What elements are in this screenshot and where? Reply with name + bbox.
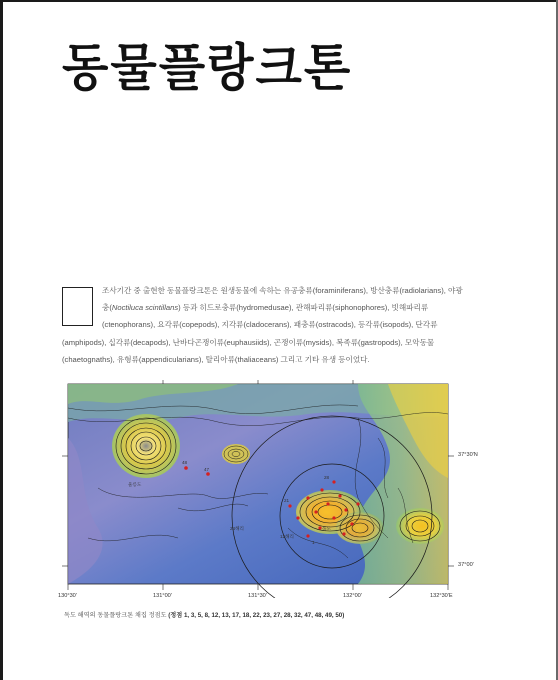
station-point — [184, 466, 188, 470]
body-line: 충(Noctiluca scintillans) 등과 히드로충류(hydromedusae), 관해파리류(siphonophores), 빗해파리류 — [102, 303, 429, 313]
svg-text:21: 21 — [284, 498, 290, 503]
map-svg — [58, 378, 458, 598]
body-line: 조사기간 중 출현한 동물플랑크톤은 원생동물에 속하는 유공충류(foraminiferans), 방산충류(radiolarians), 야광 — [102, 286, 463, 295]
place-label-dokdo: 독도 — [322, 526, 331, 531]
body-line: (ctenophorans), 요각류(copepods), 지각류(cladocerans), 패충류(ostracods), 등각류(isopods), 단각류 — [102, 320, 438, 330]
lon-label: 132°30'E — [430, 593, 453, 598]
page-title: 동물플랑크톤 — [62, 38, 353, 98]
station-point — [332, 480, 335, 483]
place-label-ulleungdo: 울릉도 — [128, 482, 142, 487]
figure-caption — [64, 610, 484, 619]
station-point — [288, 504, 291, 507]
body-line: (chaetognaths), 유형류(appendicularians), 탈리아류(thaliaceans) 그리고 기타 유생 등이었다. — [62, 354, 370, 364]
lon-label: 132°00' — [343, 593, 362, 598]
caption-main: 독도 해역의 동물플랑크톤 채집 정점도 — [64, 612, 169, 619]
page-frame-left — [0, 0, 3, 680]
svg-text:47: 47 — [204, 467, 210, 472]
bathymetry-map — [58, 378, 458, 598]
lon-label: 130°30' — [58, 593, 77, 598]
svg-text:28: 28 — [324, 475, 330, 480]
svg-text:1: 1 — [312, 540, 315, 545]
station-point — [206, 472, 210, 476]
station-point — [326, 502, 329, 505]
station-point — [314, 510, 317, 513]
page-frame-top — [0, 0, 558, 2]
svg-text:48: 48 — [182, 460, 188, 465]
station-point — [356, 502, 359, 505]
place-label-12nm: 12해리 — [280, 534, 294, 539]
lon-label: 131°00' — [153, 593, 172, 598]
place-label-24nm: 24해리 — [230, 526, 244, 531]
station-point — [306, 496, 309, 499]
station-point — [342, 532, 345, 535]
station-point — [338, 494, 341, 497]
lat-label: 37°30'N — [458, 452, 478, 458]
body-line: (amphipods), 십각류(decapods), 난바다곤쟁이류(euphausiids), 곤쟁이류(mysids), 복족류(gastropods), 모악동물 — [62, 337, 435, 347]
caption-detail: (정점 1, 3, 5, 8, 12, 13, 17, 18, 22, 23, 27, 28, 32, 47, 48, 49, 50) — [168, 612, 345, 619]
station-point — [344, 508, 347, 511]
station-point — [320, 488, 323, 491]
body-paragraph — [62, 282, 494, 368]
ulleungdo-island — [112, 414, 180, 478]
lon-label: 131°30' — [248, 593, 267, 598]
station-point — [296, 516, 299, 519]
station-point — [350, 522, 353, 525]
station-point — [306, 534, 309, 537]
station-point — [332, 516, 335, 519]
lat-label: 37°00' — [458, 562, 474, 568]
